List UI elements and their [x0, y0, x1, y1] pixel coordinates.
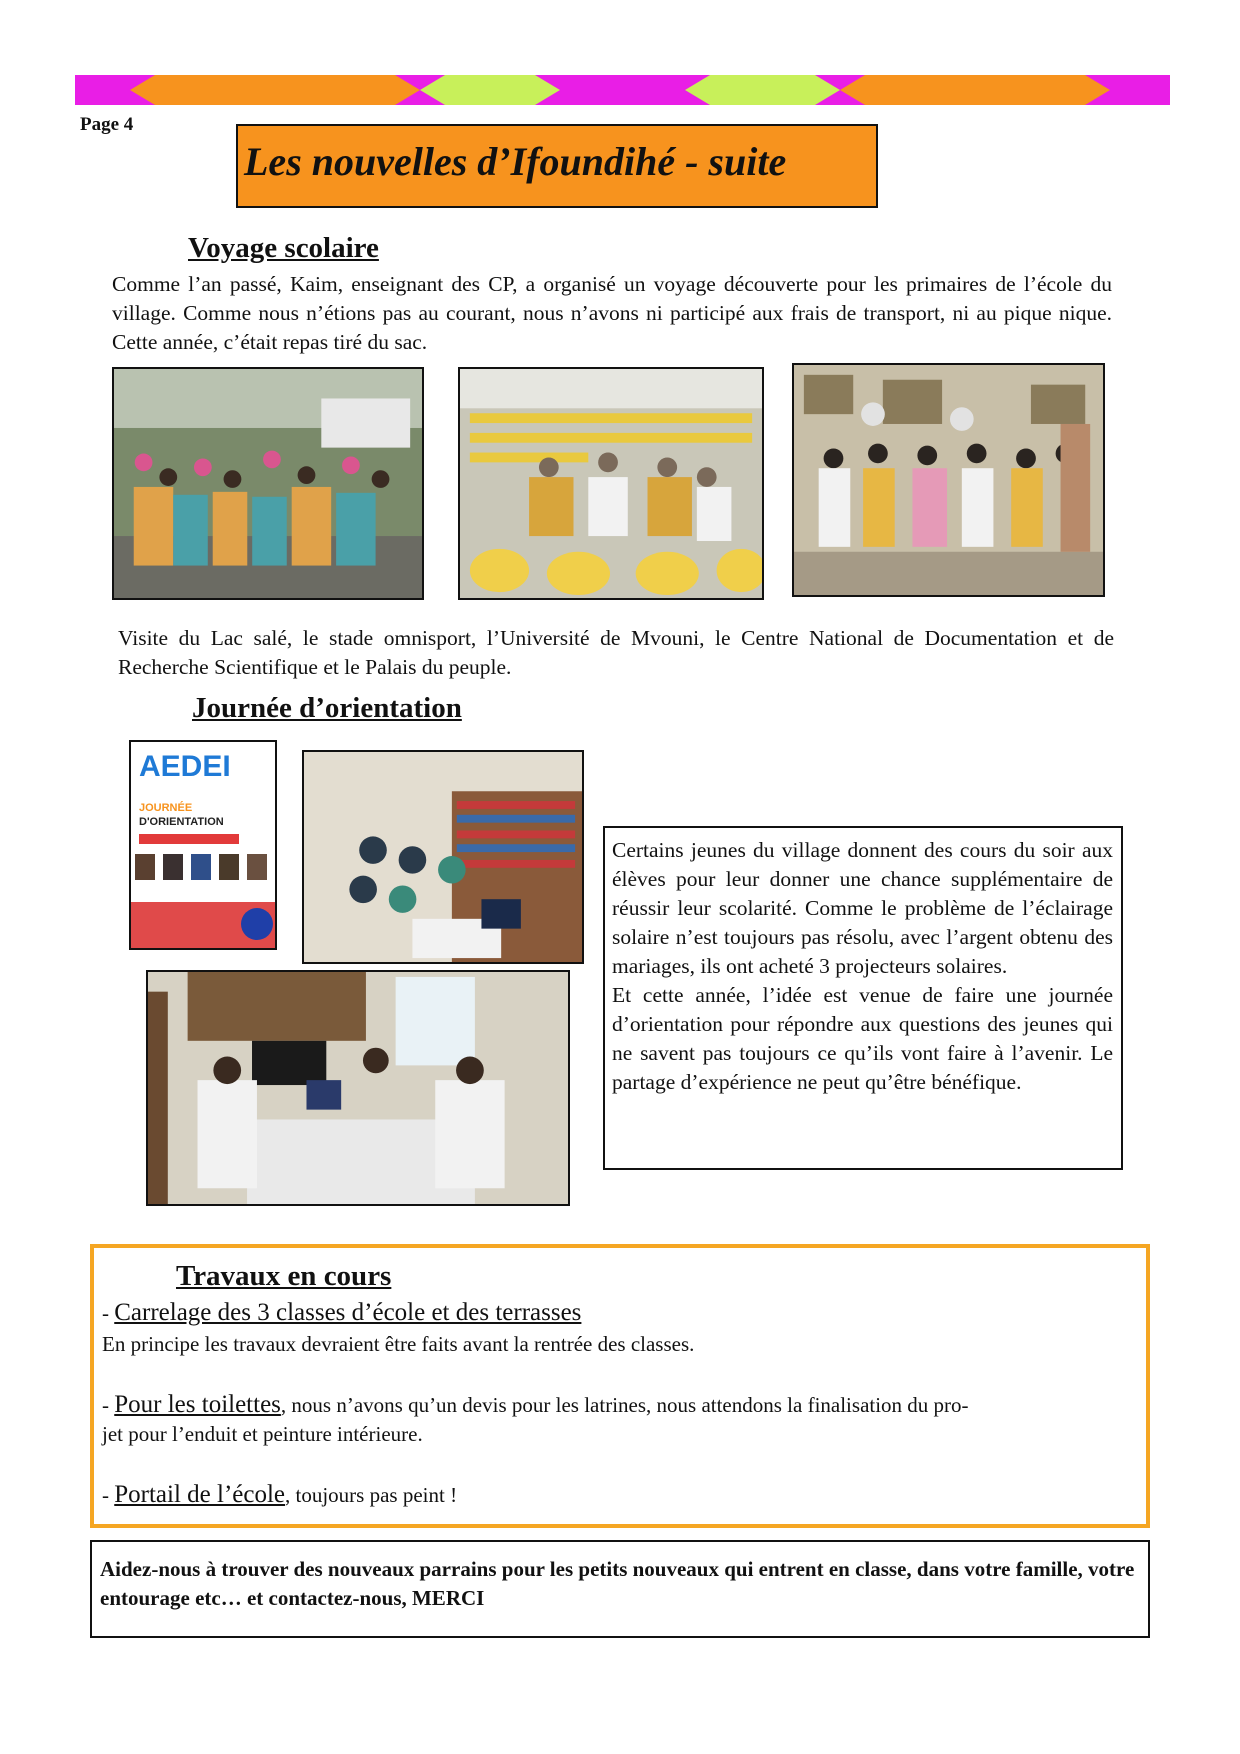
photo-orientation-library-audience [302, 750, 584, 964]
voyage-paragraph: Comme l’an passé, Kaim, enseignant des CP, a organisé un voyage découverte pour les primaires de l’école du village. Comme nous n’étions pas au courant, nous n’avons ni participé aux frais de transport, ni au pique nique. Cette année, c’était repas tiré du sac. [112, 272, 1112, 354]
photo-children-in-museum [792, 363, 1105, 597]
works-item-3-title: Portail de l’école [114, 1481, 286, 1508]
orientation-poster [129, 740, 277, 950]
works-item-1-title: Carrelage des 3 classes d’école et des terrasses [114, 1299, 582, 1326]
sponsor-appeal: Aidez-nous à trouver des nouveaux parrains pour les petits nouveaux qui entrent en classe, dans votre famille, votre entourage etc… et contactez-nous, MERCI [90, 1540, 1150, 1638]
poster-speaker-photos [133, 854, 273, 882]
poster-title-line1: JOURNÉE [139, 802, 193, 814]
voyage-heading: Voyage scolaire [188, 232, 379, 264]
works-item-2-prefix: - [102, 1393, 115, 1417]
works-item-3-prefix: - [102, 1483, 115, 1507]
works-item-2-text: , nous n’avons qu’un devis pour les latrines, nous attendons la finalisation du pro- [280, 1393, 969, 1417]
works-item-2-title: Pour les toilettes [114, 1391, 281, 1418]
orientation-text-box [603, 826, 1123, 1170]
photo-children-group-outdoor [112, 367, 424, 600]
works-item-2-line [102, 1390, 969, 1420]
page-title: Les nouvelles d’Ifoundihé - suite [244, 139, 787, 184]
orientation-paragraph-1: Certains jeunes du village donnent des cours du soir aux élèves pour leur donner une chance supplémentaire de réussir leur scolarité. Comme le problème de l’éclairage solaire n’est toujours pas résolu, avec l’argent obtenu des mariages, ils ont acheté 3 projecteurs solaires. [612, 838, 1113, 978]
orientation-heading: Journée d’orientation [192, 692, 462, 724]
works-item-3-line [102, 1480, 457, 1510]
works-item-1-text: En principe les travaux devraient être faits avant la rentrée des classes. [102, 1332, 695, 1356]
orientation-paragraph-2: Et cette année, l’idée est venue de faire une journée d’orientation pour répondre aux questions des jeunes qui ne savent pas toujours ce qu’ils vont faire à l’avenir. Le partage d’expérience ne peut qu’être bénéfique. [612, 983, 1113, 1094]
photo-children-in-stadium [458, 367, 764, 600]
works-item-3-text: , toujours pas peint ! [285, 1483, 458, 1507]
decorative-banner [75, 75, 1170, 105]
photo-orientation-speakers-laptop [146, 970, 570, 1206]
poster-logo: AEDEI [139, 750, 231, 783]
works-item-2-text-continued: jet pour l’enduit et peinture intérieure. [102, 1422, 423, 1446]
works-section [90, 1244, 1150, 1528]
voyage-caption: Visite du Lac salé, le stade omnisport, l’Université de Mvouni, le Centre National de Documentation et de Recherche Scientifique et le Palais du peuple. [118, 626, 1114, 679]
poster-badge [241, 908, 273, 940]
page-title-box [236, 124, 878, 208]
page-number: Page 4 [80, 114, 134, 135]
poster-date-strip [139, 834, 239, 844]
works-item-1-prefix: - [102, 1301, 115, 1325]
works-item-1-title-line [102, 1298, 581, 1328]
poster-title-line2: D'ORIENTATION [139, 816, 224, 828]
works-heading: Travaux en cours [176, 1260, 392, 1292]
